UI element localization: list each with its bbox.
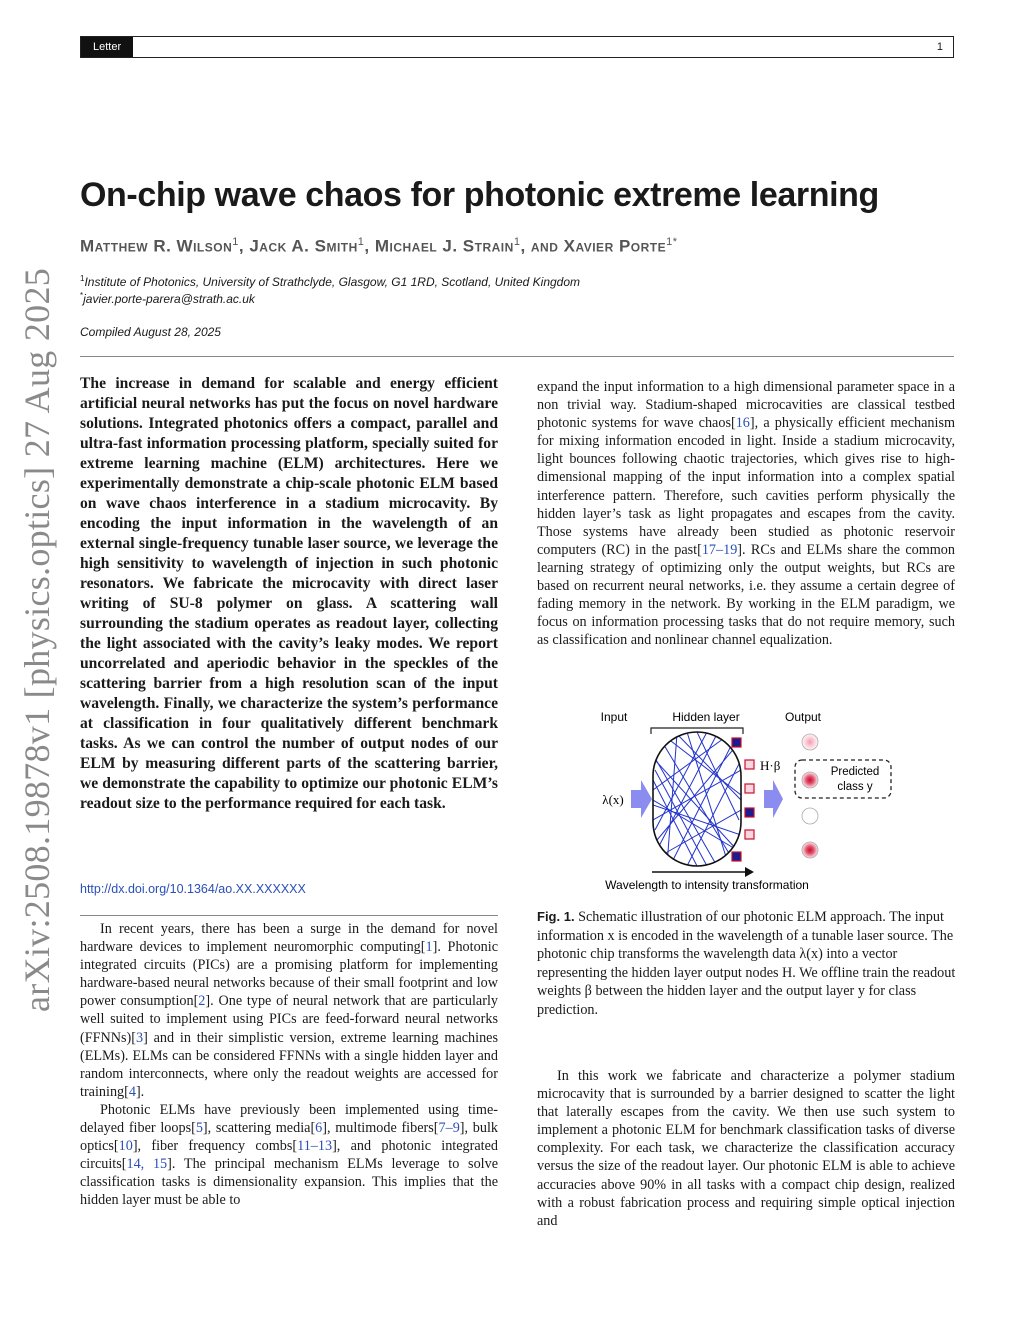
output-node [802,842,818,858]
author-affiliation-marker: 1 [232,236,239,248]
citation-link[interactable]: 5 [195,1120,203,1137]
figure-label-output: Output [784,710,822,724]
author-separator: , [238,236,250,256]
body-text: ]. RCs and ELMs share the common learning strategy of optimizing only the output weights, but RCs are based on recurrent neural networks, i.e. they assume a certain degree of fading memory in the network. By working in the ELM paradigm, we focus on information processing tasks that do not require memory, such as classification and nonlinear channel equalization. [537,541,955,649]
body-text: In recent years, there has been a surge in the demand for novel hardware devices to implement neuromorphic computing[ [80,921,498,956]
body-text: ], and photonic integrated circuits[ [80,1138,498,1173]
compiled-date: Compiled August 28, 2025 [80,325,221,339]
citation-link[interactable]: 10 [118,1138,133,1155]
caption-text: Schematic illustration of our photonic ELM approach. The input information x is encoded in the wavelength of a tunable laser source. The photonic chip transforms the wavelength data λ(x) into a vector representing the hidden layer output nodes H. We offline train the readout weights β between the hidden layer and the output layer y for class prediction. [537,909,956,1018]
citation-link[interactable]: 3 [135,1029,144,1046]
figure-bottom-label: Wavelength to intensity transformation [605,878,809,892]
readout-arrow-icon [764,780,783,818]
input-symbol: λ(x) [602,792,624,807]
body-text: Photonic ELMs have previously been implemented using time-delayed fiber loops[ [80,1101,498,1137]
paper-title: On-chip wave chaos for photonic extreme learning [80,176,879,214]
output-node-active [802,772,818,788]
author-name: Michael J. Strain [374,236,514,256]
body-paragraph: In this work we fabricate and characterize a polymer stadium microcavity that is surrounded by a barrier designed to scatter the light that laterally escapes from the cavity. We then use such system to implement a photonic ELM for benchmark classification tasks of diverse complexity. For each task, we characterize the classification accuracy versus the size of the readout layer. Our photonic ELM is able to achieve accuracies above 90% in all tasks with a compact chip design, realized with a robust fabrication process and requiring simple optical injection and [537,1068,955,1229]
arrowhead-icon [745,867,754,877]
author-separator: , [364,236,375,256]
citation-link[interactable]: 7–9 [438,1120,460,1137]
author-affiliation-marker: 1* [666,236,678,248]
author-separator: , and [520,236,564,256]
page-number: 1 [936,41,943,53]
output-node [802,734,818,750]
citation-link[interactable]: 4 [128,1083,136,1100]
author-name: Xavier Porte [563,236,667,256]
figure-label-input: Input [600,710,628,724]
body-text: ], fiber frequency combs[ [132,1138,298,1155]
figure-1-caption [537,908,957,1019]
caption-label: Fig. 1. [537,909,575,924]
affiliation-1: $^1$Institute of Photonics, University of Strathclyde, Glasgow, G1 1RD, Scotland, United Kingdom [80,274,581,289]
header-divider [80,356,954,357]
doi-link[interactable]: http://dx.doi.org/10.1364/ao.XX.XXXXXX [80,882,306,896]
input-arrow-icon [631,780,652,818]
right-column-body-2 [537,1067,955,1230]
body-text: ], multimode fibers[ [322,1120,439,1137]
body-text: ], a physically efficient mechanism for mixing information encoded in light. Inside a stadium microcavity, light bounces following chaotic trajectories, which gives rise to high-dimensional mapping of the input information into a complex spatial interference pattern. Therefore, such cavities perform physically the hidden layer’s task as light propagates and escapes from the cavity. Those systems have already been studied as photonic reservoir computers (RC) in the past[ [537,415,955,558]
citation-link[interactable]: 17–19 [701,541,738,558]
weights-symbol: H·β [760,758,781,773]
right-column-body [537,378,955,649]
author-affiliation-marker: 1 [513,236,521,248]
running-header [80,36,954,58]
body-text: ]. Photonic integrated circuits (PICs) are a promising platform for implementing hardware-based neural networks because of their small footprint and low power consumption[ [80,939,499,1010]
citation-link[interactable]: 6 [315,1120,323,1137]
author-affiliation-marker: 1 [357,236,365,248]
body-text: ], bulk optics[ [80,1120,498,1155]
author-name: Jack A. Smith [249,236,358,256]
arxiv-stamp: arXiv:2508.19878v1 [physics.optics] 27 Aug 2025 [17,267,57,1012]
abstract: The increase in demand for scalable and energy efficient artificial neural networks has put the focus on novel hardware solutions. Integrated photonics offers a compact, parallel and ultra-fast information processing platform, specially suited for extreme learning machine (ELM) architectures. Here we experimentally demonstrate a chip-scale photonic ELM based on wave chaos interference in a stadium microcavity. By encoding the input information in the wavelength of an external single-frequency tunable laser source, we leverage the high sensitivity to wavelength of injection in such photonic resonators. We fabricate the microcavity with direct laser writing of SU-8 polymer on glass. A scattering wall surrounding the stadium operates as readout layer, collecting the light associated with the cavity’s leaky modes. We report uncorrelated and aperiodic behavior in the speckles of the scattering barrier from a high resolution scan of the input wavelength. Finally, we characterize the system’s performance at classification in four qualitatively different benchmark tasks. As we can control the number of output nodes of our ELM by measuring different parts of the scattering barrier, we demonstrate the capability to optimize our photonic ELM’s readout size to the performance required for each task. [80,375,498,812]
body-text: ], scattering media[ [202,1120,316,1137]
abstract-divider [80,915,498,916]
body-text: ]. [135,1083,145,1100]
body-paragraph [80,920,498,1101]
citation-link[interactable]: 11–13 [297,1138,333,1155]
citation-link[interactable]: 1 [425,939,433,956]
chaotic-rays [653,732,741,866]
author-name: Matthew R. Wilson [80,236,233,256]
left-column-body [80,920,498,1210]
body-paragraph [80,1101,498,1210]
body-text: ]. The principal mechanism ELMs leverage to solve classification tasks is dimensionality expansion. This implies that the hidden layer must be able to [80,1156,498,1209]
author-list [80,236,678,257]
body-text: expand the input information to a high dimensional parameter space in a non trivial way. Stadium-shaped microcavities are classical testbed photonic systems for wave chaos[ [537,379,955,432]
body-text: ]. One type of neural network that are particularly well suited to implement using PICs are feed-forward neural networks (FFNNs)[ [80,993,498,1046]
output-node [802,808,818,824]
article-type-tag: Letter [81,37,133,57]
class-label: class y [837,781,873,793]
figure-1 [537,700,957,900]
citation-link[interactable]: 16 [735,415,750,432]
citation-link[interactable]: 14, 15 [126,1156,168,1173]
body-paragraph [537,378,955,649]
affiliation-email: *javier.porte-parera@strath.ac.uk [80,291,255,306]
body-text: ] and in their simplistic version, extreme learning machines (ELMs). ELMs can be considered FFNNs with a single hidden layer and random interconnects, where only the readout weights are accessed for training[ [80,1029,498,1100]
predicted-label: Predicted [830,766,880,778]
citation-link[interactable]: 2 [198,993,206,1010]
figure-label-hidden: Hidden layer [672,710,740,724]
